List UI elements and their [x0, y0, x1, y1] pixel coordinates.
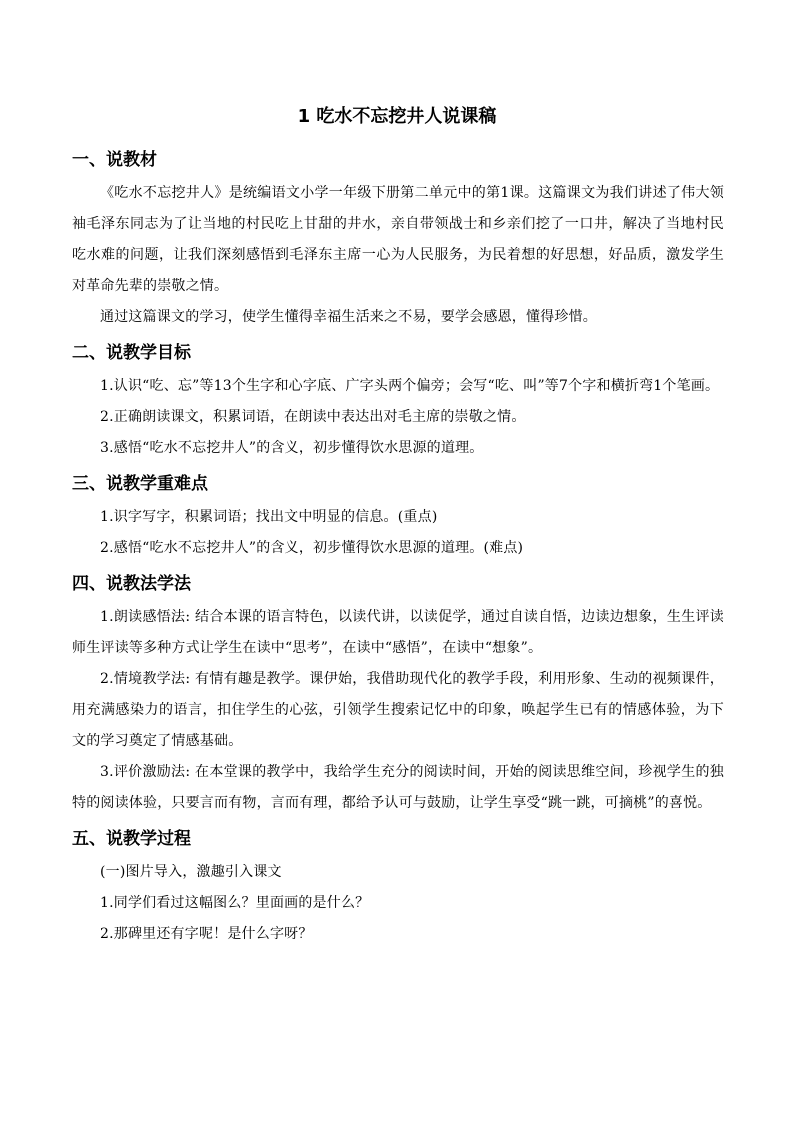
- document-body: [72, 146, 724, 950]
- section-teaching-process: [72, 825, 724, 950]
- paragraph: 3.感悟“吃水不忘挖井人”的含义，初步懂得饮水思源的道理。: [100, 440, 484, 456]
- section-textbook: [72, 146, 724, 333]
- section-heading: 四、说教法学法: [72, 574, 191, 594]
- document-title: 1 吃水不忘挖井人说课稿: [297, 106, 497, 127]
- paragraph: 通过这篇课文的学习，使学生懂得幸福生活来之不易，要学会感恩，懂得珍惜。: [100, 309, 597, 325]
- paragraph: 3.评价激励法: 在本堂课的教学中，我给学生充分的阅读时间，开始的阅读思维空间，珍视学生的独特的阅读体验，只要言而有物，言而有理，都给予认可与鼓励，让学生享受“跳一跳，可摘桃”的喜悦。: [72, 764, 724, 811]
- section-key-points: [72, 470, 724, 564]
- paragraph: 1.认识“吃、忘”等13个生字和心字底、广字头两个偏旁；会写“吃、叫”等7个字和横折弯1个笔画。: [100, 378, 720, 394]
- section-heading: 五、说教学过程: [72, 829, 191, 849]
- section-heading: 三、说教学重难点: [72, 474, 208, 494]
- paragraph: 2.正确朗读课文，积累词语，在朗读中表达出对毛主席的崇敬之情。: [100, 409, 526, 425]
- paragraph: 1.识字写字，积累词语；找出文中明显的信息。(重点): [100, 509, 438, 525]
- section-heading: 二、说教学目标: [72, 343, 191, 363]
- paragraph: 2.那碑里还有字呢！是什么字呀？: [100, 926, 313, 942]
- section-teaching-methods: [72, 570, 724, 819]
- paragraph: (一)图片导入，激趣引入课文: [100, 864, 282, 880]
- paragraph: 1.朗读感悟法: 结合本课的语言特色，以读代讲，以读促学，通过自读自悟，边读边想象，生生评读师生评读等多种方式让学生在读中“思考”，在读中“感悟”，在读中“想象”。: [72, 609, 724, 656]
- paragraph: 《吃水不忘挖井人》是统编语文小学一年级下册第二单元中的第1课。这篇课文为我们讲述了伟大领袖毛泽东同志为了让当地的村民吃上甘甜的井水，亲自带领战士和乡亲们挖了一口井，解决了当地村民吃水难的问题，让我们深刻感悟到毛泽东主席一心为人民服务，为民着想的好思想，好品质，激发学生对革命先辈的崇敬之情。: [72, 185, 724, 294]
- paragraph: 2.感悟“吃水不忘挖井人”的含义，初步懂得饮水思源的道理。(难点): [100, 540, 524, 556]
- paragraph: 2.情境教学法: 有情有趣是教学。课伊始，我借助现代化的教学手段，利用形象、生动的视频课件，用充满感染力的语言，扣住学生的心弦，引领学生搜索记忆中的印象，唤起学生已有的情感体验，为下文的学习奠定了情感基础。: [72, 671, 724, 749]
- section-heading: 一、说教材: [72, 150, 157, 170]
- section-teaching-goals: [72, 339, 724, 464]
- paragraph: 1.同学们看过这幅图么？里面画的是什么？: [100, 895, 370, 911]
